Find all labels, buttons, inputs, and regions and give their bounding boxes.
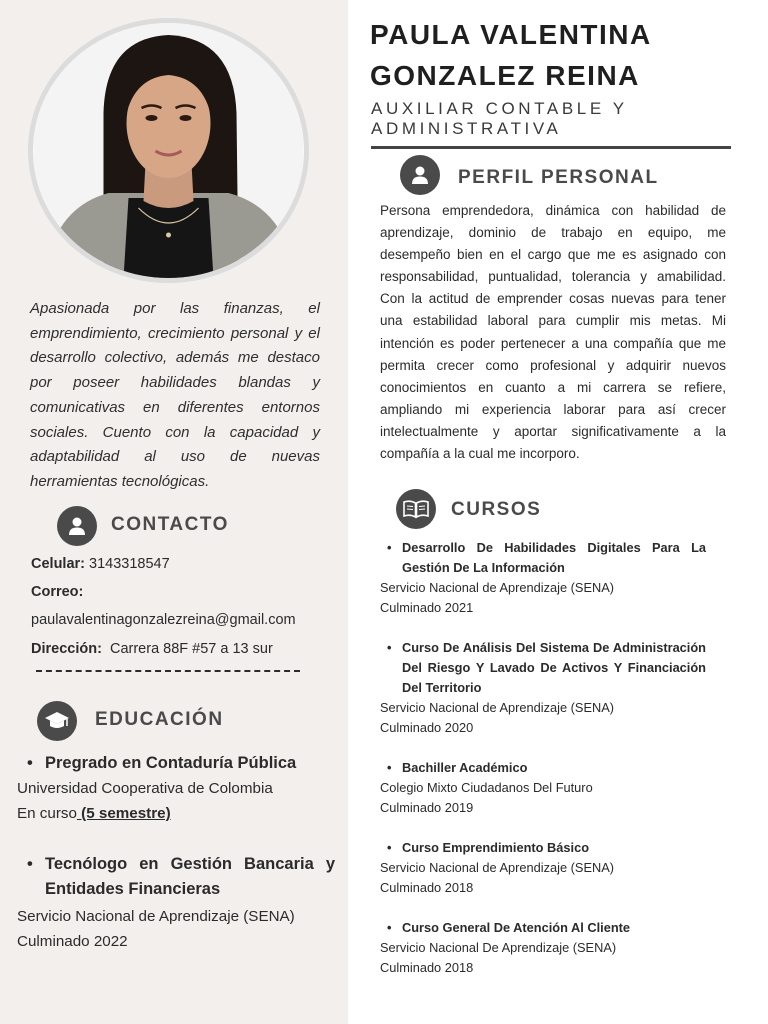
phone-label: Celular: bbox=[31, 556, 85, 572]
person-icon bbox=[400, 155, 440, 195]
course-name: • Curso General De Atención Al Cliente bbox=[387, 920, 631, 935]
education-item bbox=[17, 852, 335, 954]
course-status: Culminado 2019 bbox=[380, 800, 474, 815]
open-book-icon bbox=[396, 489, 436, 529]
dashed-divider bbox=[36, 670, 300, 672]
role-line-2: ADMINISTRATIVA bbox=[371, 118, 562, 138]
course-item bbox=[380, 758, 706, 818]
course-name: • Desarrollo De Habilidades Digitales Para La Gestión De La Información bbox=[387, 540, 706, 575]
course-name: • Bachiller Académico bbox=[387, 760, 528, 775]
education-status: En curso (5 semestre) bbox=[17, 805, 171, 822]
profile-photo bbox=[28, 18, 309, 283]
profile-text: Persona emprendedora, dinámica con habilidad de aprendizaje, dominio de trabajo en equipo, me desempeño bien en el cargo que me es asignado con responsabilidad, puntualidad, tolerancia y amabilidad. Con la actitud de emprender cosas nuevas para tener una estabilidad laboral para cumplir mis metas. Mi intención es poder pertenecer a una compañía que me permita crecer como profesional y adquirir nuevos conocimientos en cuanto a mi carrera se refiere, ampliando mi experiencia laborar para así crecer intelectualmente y aportar significativamente a la compañía a la cual me incorporo. bbox=[380, 203, 726, 462]
perfil-title: PERFIL PERSONAL bbox=[458, 167, 659, 188]
course-status: Culminado 2018 bbox=[380, 960, 474, 975]
course-institution: Servicio Nacional de Aprendizaje (SENA) bbox=[380, 580, 615, 595]
course-item bbox=[380, 838, 706, 898]
course-institution: Servicio Nacional de Aprendizaje (SENA) bbox=[380, 860, 615, 875]
course-institution: Servicio Nacional De Aprendizaje (SENA) bbox=[380, 940, 617, 955]
full-name bbox=[370, 14, 652, 96]
phone-value[interactable]: 3143318547 bbox=[89, 556, 170, 572]
address-label: Dirección: bbox=[31, 641, 102, 657]
course-institution: Servicio Nacional de Aprendizaje (SENA) bbox=[380, 700, 615, 715]
address-value: Carrera 88F #57 a 13 sur bbox=[109, 641, 273, 657]
course-item bbox=[380, 538, 706, 618]
course-name: • Curso Emprendimiento Básico bbox=[387, 840, 590, 855]
graduation-cap-icon bbox=[37, 701, 77, 741]
course-item bbox=[380, 918, 706, 978]
contact-phone bbox=[31, 556, 170, 572]
contacto-title: CONTACTO bbox=[111, 514, 229, 535]
education-degree: • Tecnólogo en Gestión Bancaria y Entidades Financieras bbox=[27, 855, 335, 898]
education-institution: Universidad Cooperativa de Colombia bbox=[17, 780, 273, 797]
contact-email-label-row bbox=[31, 584, 83, 600]
course-name: • Curso De Análisis Del Sistema De Administración Del Riesgo Y Lavado De Activos Y Financiación Del Territorio bbox=[387, 640, 706, 695]
education-degree: • Pregrado en Contaduría Pública bbox=[27, 754, 297, 772]
course-institution: Colegio Mixto Ciudadanos Del Futuro bbox=[380, 780, 593, 795]
header-rule bbox=[371, 146, 731, 149]
contact-email-row bbox=[31, 612, 296, 628]
email-label: Correo: bbox=[31, 584, 84, 600]
course-status: Culminado 2018 bbox=[380, 880, 474, 895]
job-role bbox=[371, 99, 628, 138]
bio-text: Apasionada por las finanzas, el emprendimiento, crecimiento personal y el desarrollo colectivo, además me destaco por poseer habilidades blandas y comunicativas en diferentes entornos sociales. Cuento con la capacidad y adaptabilidad al uso de nuevas herramientas tecnológicas. bbox=[30, 300, 320, 490]
educacion-title: EDUCACIÓN bbox=[95, 709, 224, 730]
person-icon bbox=[57, 506, 97, 546]
contact-address bbox=[31, 641, 273, 657]
name-line-1: PAULA VALENTINA bbox=[370, 19, 652, 50]
portrait-illustration bbox=[33, 23, 304, 278]
semester-detail: (5 semestre) bbox=[76, 805, 171, 822]
cursos-title: CURSOS bbox=[451, 499, 542, 520]
name-line-2: GONZALEZ REINA bbox=[370, 60, 640, 91]
education-institution: Servicio Nacional de Aprendizaje (SENA) bbox=[17, 908, 295, 925]
course-status: Culminado 2020 bbox=[380, 720, 474, 735]
course-item bbox=[380, 638, 706, 738]
role-line-1: AUXILIAR CONTABLE Y bbox=[371, 99, 628, 118]
education-item bbox=[17, 751, 335, 826]
course-status: Culminado 2021 bbox=[380, 600, 474, 615]
education-status: Culminado 2022 bbox=[17, 933, 128, 950]
email-value[interactable]: paulavalentinagonzalezreina@gmail.com bbox=[31, 612, 296, 628]
profile-photo-inner bbox=[33, 23, 304, 278]
